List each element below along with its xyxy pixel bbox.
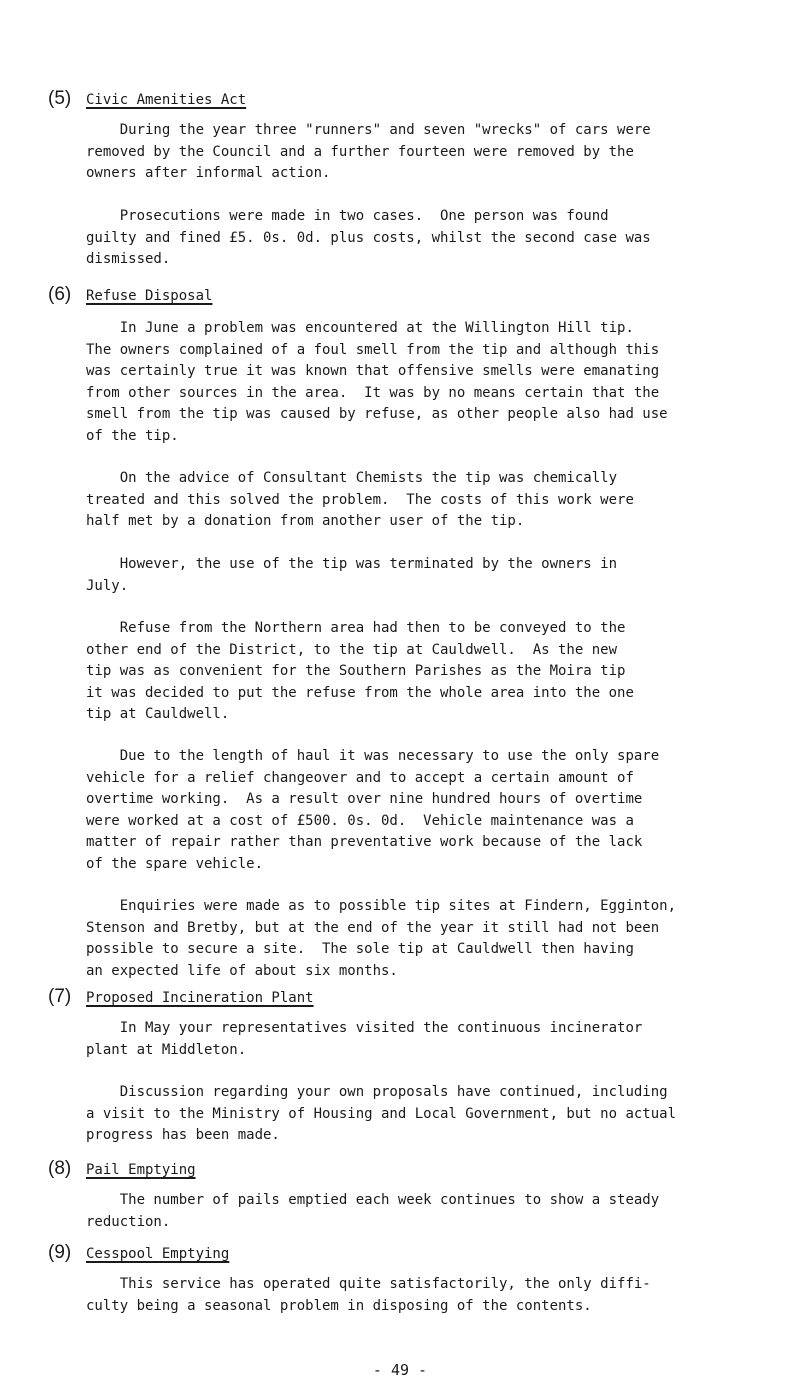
text-line: The owners complained of a foul smell from the tip and although this [86,341,660,358]
text-line: This service has operated quite satisfactorily, the only diffi- [86,1276,651,1292]
section-number: (9) [48,1242,72,1263]
text-line: progress has been made. [86,1127,280,1143]
paragraph [86,1082,786,1147]
text-line: smell from the tip was caused by refuse, as other people also had use [86,406,668,422]
text-line: Refuse from the Northern area had then to be conveyed to the [86,620,626,636]
text-line: In June a problem was encountered at the Willington Hill tip. [86,320,634,336]
text-line: guilty and fined £5. 0s. 0d. plus costs, whilst the second case was [86,229,651,246]
paragraph [86,318,786,447]
text-line: Enquiries were made as to possible tip sites at Findern, Egginton, [86,898,677,914]
text-line: However, the use of the tip was terminated by the owners in [86,556,618,572]
text-line: of the spare vehicle. [86,855,264,872]
paragraph [86,1190,786,1233]
section-title: Proposed Incineration Plant [86,990,314,1006]
text-line: it was decided to put the refuse from the whole area into the one [86,684,634,701]
text-line: July. [86,577,129,594]
text-line: from other sources in the area. It was by no means certain that the [86,384,660,401]
text-line: plant at Middleton. [86,1041,247,1058]
section-title: Refuse Disposal [86,288,213,304]
paragraph [86,206,786,271]
section-title: Civic Amenities Act [86,92,247,108]
section-number: (7) [48,986,72,1007]
text-line: vehicle for a relief changeover and to accept a certain amount of [86,769,634,786]
paragraph [86,554,786,597]
text-line: were worked at a cost of £500. 0s. 0d. Vehicle maintenance was a [86,812,634,829]
text-line: treated and this solved the problem. The costs of this work were [86,491,634,508]
paragraph [86,468,786,533]
text-line: Stenson and Bretby, but at the end of the year it still had not been [86,919,660,936]
text-line: removed by the Council and a further fourteen were removed by the [86,143,634,160]
paragraph [86,120,786,185]
text-line: Due to the length of haul it was necessary to use the only spare [86,748,660,764]
page-number: - 49 - [372,1361,428,1379]
text-line: Prosecutions were made in two cases. One person was found [86,208,609,224]
section-number: (5) [48,88,72,109]
section-title: Cesspool Emptying [86,1246,230,1262]
text-line: was certainly true it was known that offensive smells were emanating [86,363,660,379]
paragraph [86,746,786,875]
text-line: Discussion regarding your own proposals have continued, including [86,1084,668,1100]
text-line: dismissed. [86,251,171,267]
text-line: other end of the District, to the tip at Cauldwell. As the new [86,641,618,658]
text-line: a visit to the Ministry of Housing and Local Government, but no actual [86,1105,677,1122]
text-line: On the advice of Consultant Chemists the tip was chemically [86,470,618,486]
text-line: culty being a seasonal problem in disposing of the contents. [86,1297,592,1314]
section-number: (8) [48,1158,72,1179]
paragraph [86,1274,786,1317]
text-line: half met by a donation from another user of the tip. [86,513,525,529]
text-line: tip at Cauldwell. [86,706,230,722]
text-line: The number of pails emptied each week continues to show a steady [86,1192,660,1208]
paragraph [86,896,786,982]
text-line: reduction. [86,1213,171,1230]
section-number: (6) [48,284,72,305]
text-line: of the tip. [86,427,179,444]
text-line: In May your representatives visited the continuous incinerator [86,1020,643,1036]
text-line: owners after informal action. [86,165,331,181]
text-line: During the year three "runners" and seven "wrecks" of cars were [86,122,651,138]
section-title: Pail Emptying [86,1162,196,1178]
text-line: matter of repair rather than preventative work because of the lack [86,834,643,850]
text-line: overtime working. As a result over nine hundred hours of overtime [86,791,643,807]
paragraph [86,618,786,726]
text-line: an expected life of about six months. [86,962,398,979]
text-line: tip was as convenient for the Southern Parishes as the Moira tip [86,663,626,679]
paragraph [86,1018,786,1061]
text-line: possible to secure a site. The sole tip at Cauldwell then having [86,941,634,957]
